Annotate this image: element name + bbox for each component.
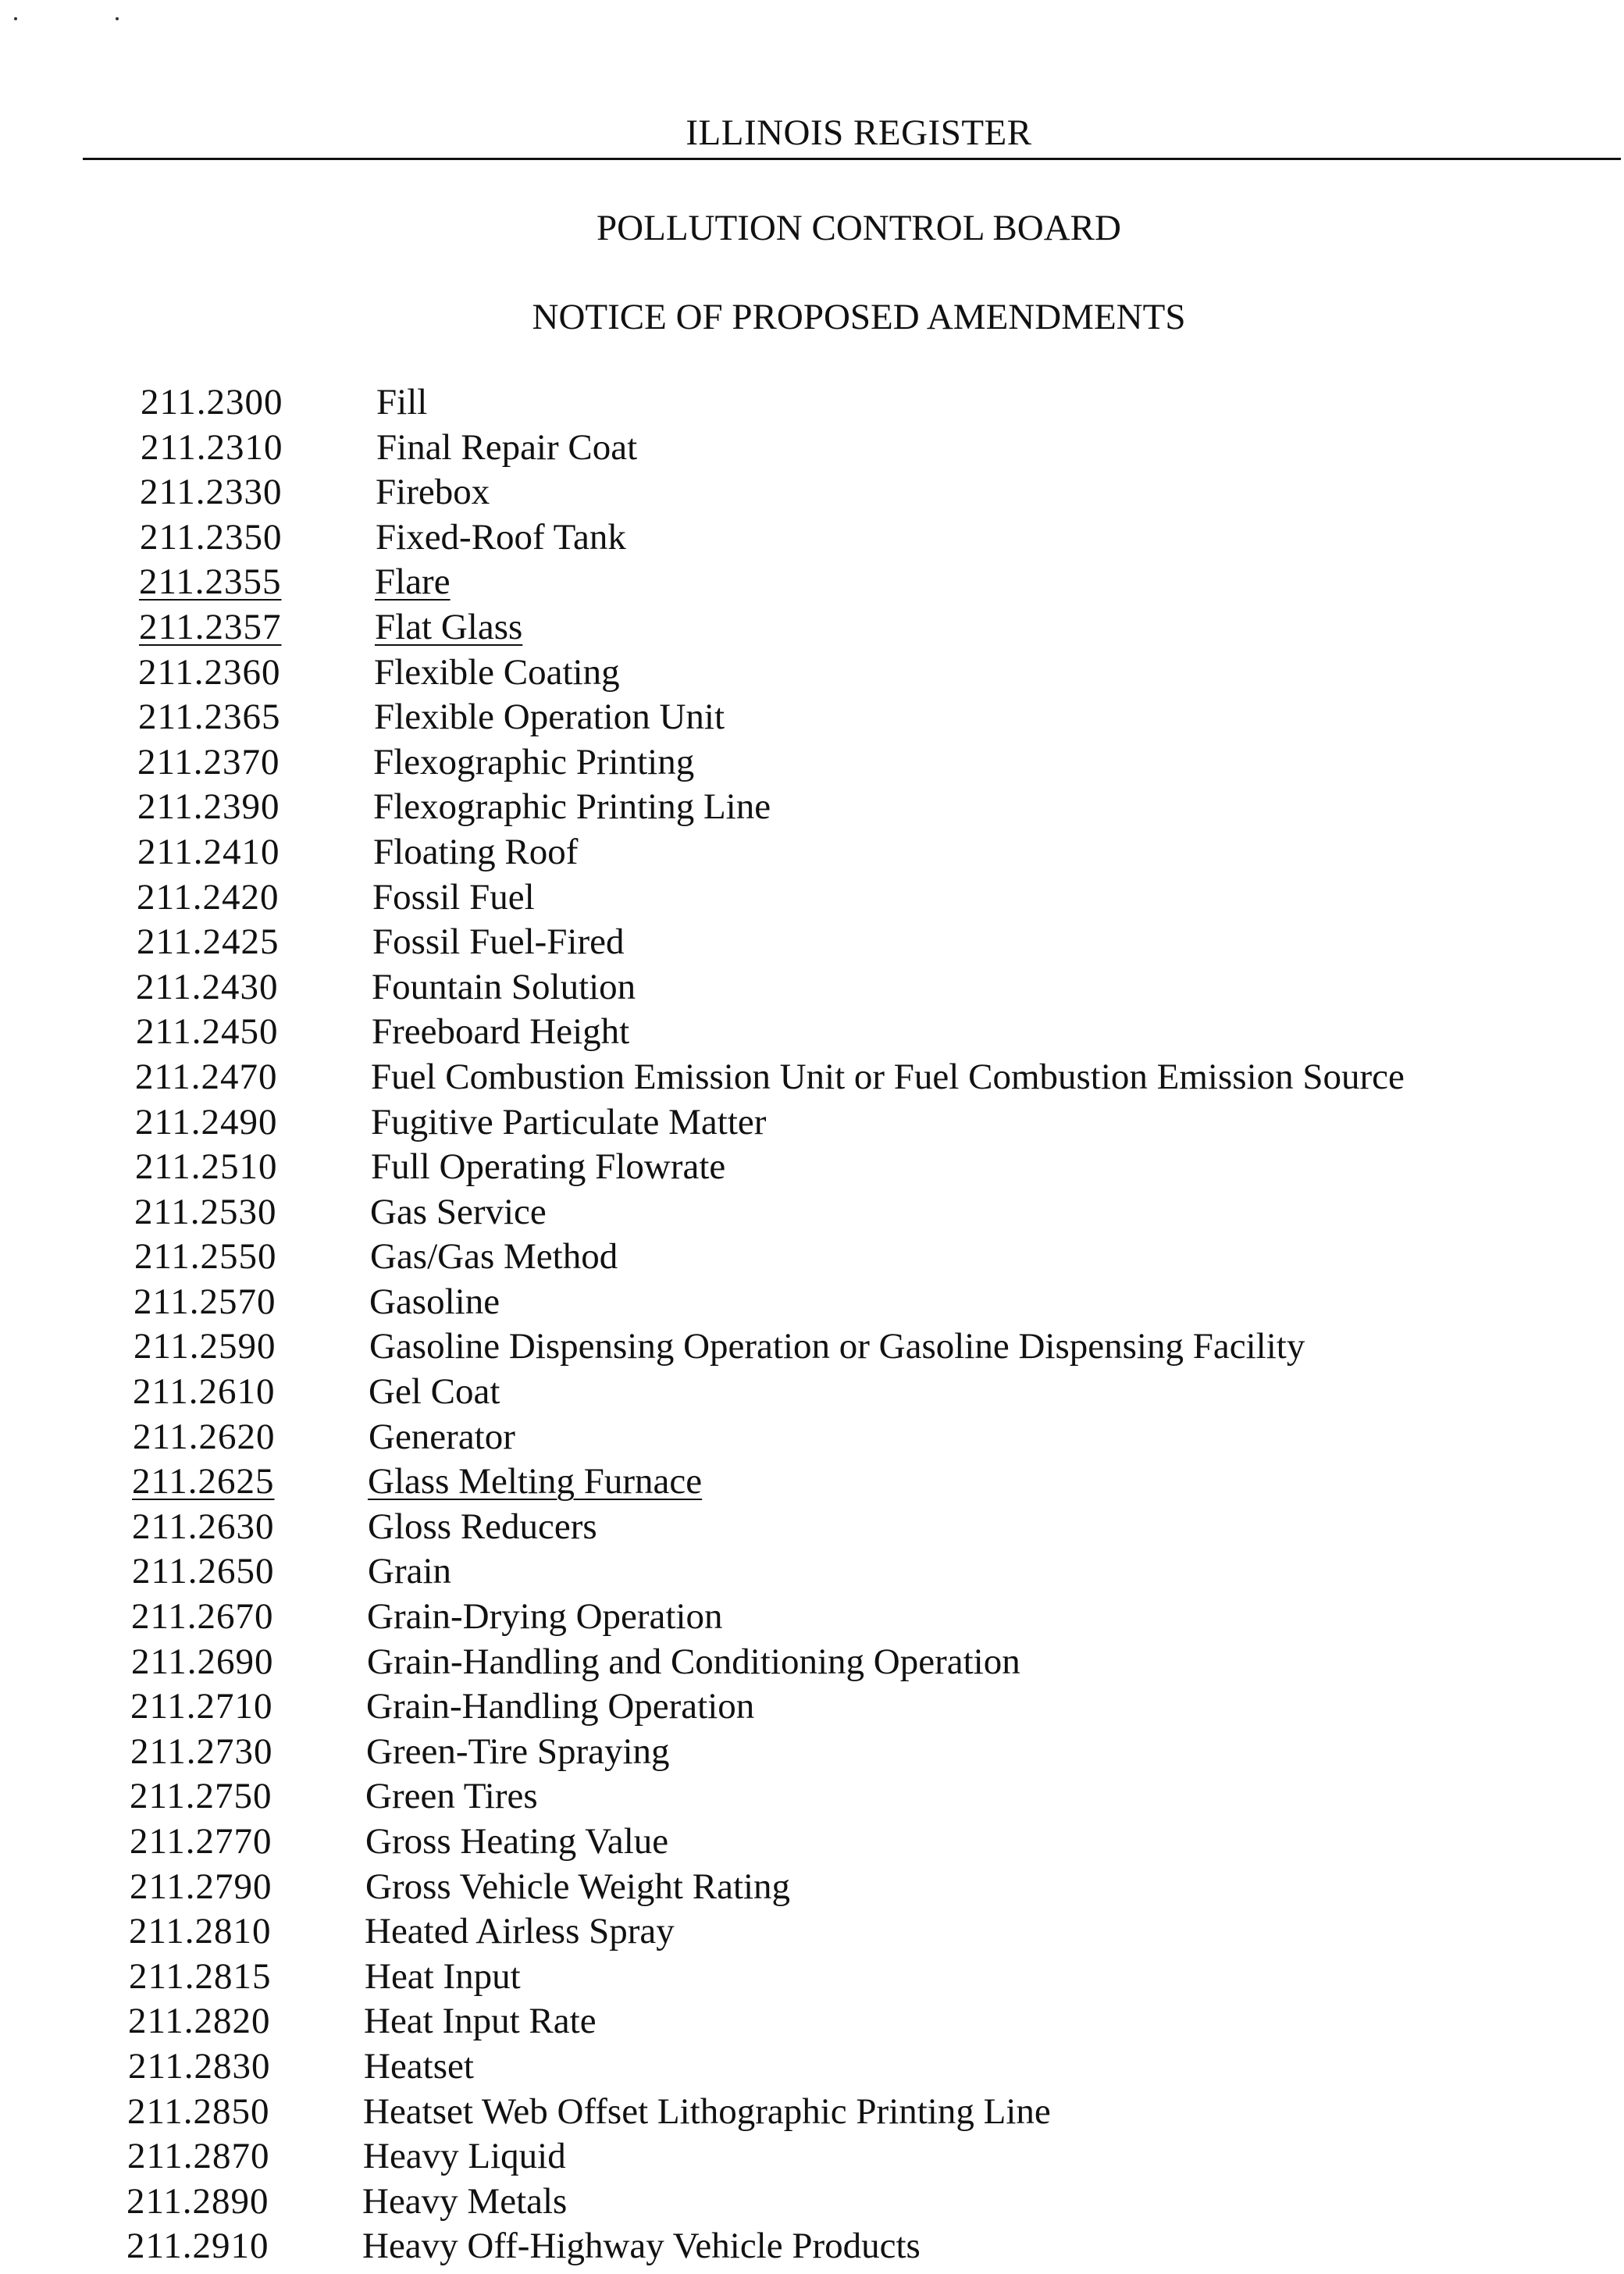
section-number: 211.2820	[128, 2001, 271, 2042]
section-row	[0, 1594, 1624, 1639]
section-title: Gasoline	[369, 1281, 500, 1322]
section-row	[0, 515, 1624, 560]
section-title: Grain	[368, 1551, 452, 1592]
section-row	[0, 1819, 1624, 1864]
section-title: Grain-Drying Operation	[367, 1596, 723, 1638]
section-row	[0, 650, 1624, 695]
section-row	[0, 2044, 1624, 2089]
section-row	[0, 1549, 1624, 1594]
section-number: 211.2357	[139, 606, 282, 647]
section-row	[0, 1369, 1624, 1414]
section-number: 211.2590	[134, 1326, 276, 1367]
section-title: Flat Glass	[375, 606, 523, 647]
section-row	[0, 1414, 1624, 1460]
section-title: Fuel Combustion Emission Unit or Fuel Combustion Emission Source	[371, 1056, 1405, 1097]
section-title: Freeboard Height	[372, 1011, 630, 1053]
section-title: Flexographic Printing	[373, 741, 695, 782]
section-row	[0, 1504, 1624, 1549]
section-row	[0, 964, 1624, 1010]
section-row	[0, 1144, 1624, 1189]
section-number: 211.2430	[136, 966, 279, 1007]
section-row	[0, 1684, 1624, 1729]
section-number: 211.2390	[137, 786, 280, 828]
section-number: 211.2890	[126, 2180, 269, 2222]
section-row	[0, 875, 1624, 920]
section-row	[0, 1009, 1624, 1054]
section-title: Heavy Off-Highway Vehicle Products	[362, 2226, 921, 2267]
section-title: Flexible Coating	[374, 651, 620, 693]
section-number: 211.2530	[134, 1191, 277, 1232]
section-number: 211.2330	[140, 472, 283, 513]
scan-mark	[14, 17, 17, 20]
section-title: Grain-Handling Operation	[366, 1686, 755, 1727]
section-row	[0, 1998, 1624, 2044]
section-title: Flare	[375, 561, 451, 603]
section-number: 211.2355	[139, 561, 282, 603]
section-title: Heatset	[364, 2045, 474, 2087]
section-number: 211.2650	[132, 1551, 275, 1592]
section-title: Heavy Metals	[362, 2180, 568, 2222]
section-title: Gloss Reducers	[368, 1506, 597, 1547]
section-number: 211.2690	[131, 1641, 274, 1682]
section-title: Fossil Fuel-Fired	[372, 921, 625, 963]
section-title: Generator	[369, 1416, 515, 1457]
section-number: 211.2550	[134, 1236, 277, 1278]
section-row	[0, 919, 1624, 964]
section-number: 211.2815	[129, 1955, 272, 1997]
section-number: 211.2360	[138, 651, 281, 693]
section-row	[0, 2223, 1624, 2269]
section-number: 211.2420	[137, 876, 280, 918]
scan-mark	[116, 17, 119, 20]
section-title: Fill	[376, 382, 428, 422]
section-number: 211.2850	[127, 2090, 270, 2132]
section-list	[0, 380, 1624, 2269]
section-title: Full Operating Flowrate	[371, 1146, 726, 1188]
section-number: 211.2620	[133, 1416, 276, 1457]
section-row	[0, 1909, 1624, 1954]
section-row	[0, 694, 1624, 740]
section-title: Heated Airless Spray	[365, 1911, 675, 1952]
section-number: 211.2365	[138, 697, 281, 738]
agency-heading: POLLUTION CONTROL BOARD	[597, 208, 1121, 248]
section-row	[0, 1189, 1624, 1235]
section-row	[0, 1639, 1624, 1684]
section-number: 211.2630	[132, 1506, 275, 1547]
section-number: 211.2300	[141, 382, 283, 422]
section-row	[0, 829, 1624, 875]
section-title: Green Tires	[365, 1776, 538, 1817]
section-number: 211.2350	[140, 516, 283, 558]
register-title: ILLINOIS REGISTER	[686, 112, 1032, 153]
section-row	[0, 1234, 1624, 1279]
section-title: Heatset Web Offset Lithographic Printing Line	[363, 2090, 1051, 2132]
section-number: 211.2830	[128, 2045, 271, 2087]
section-number: 211.2670	[131, 1596, 274, 1638]
section-title: Gas/Gas Method	[370, 1236, 618, 1278]
section-number: 211.2310	[141, 426, 283, 468]
section-row	[0, 1459, 1624, 1504]
section-row	[0, 469, 1624, 515]
section-title: Heavy Liquid	[363, 2136, 566, 2177]
section-row	[0, 604, 1624, 650]
section-row	[0, 1954, 1624, 1999]
section-title: Gasoline Dispensing Operation or Gasoline Dispensing Facility	[369, 1326, 1305, 1367]
section-row	[0, 740, 1624, 785]
section-title: Flexible Operation Unit	[374, 697, 725, 738]
section-title: Fixed-Roof Tank	[376, 516, 626, 558]
section-row	[0, 380, 1624, 425]
section-number: 211.2910	[126, 2226, 269, 2267]
section-title: Final Repair Coat	[376, 426, 638, 468]
section-title: Flexographic Printing Line	[373, 786, 771, 828]
section-title: Fugitive Particulate Matter	[371, 1101, 767, 1142]
section-title: Gas Service	[370, 1191, 547, 1232]
section-number: 211.2510	[135, 1146, 278, 1188]
section-number: 211.2370	[137, 741, 280, 782]
section-number: 211.2770	[130, 1821, 272, 1862]
section-row	[0, 1054, 1624, 1100]
section-title: Gel Coat	[369, 1371, 500, 1413]
section-row	[0, 1729, 1624, 1774]
section-title: Floating Roof	[373, 831, 579, 872]
section-number: 211.2750	[130, 1776, 272, 1817]
section-number: 211.2730	[130, 1730, 273, 1772]
section-row	[0, 1279, 1624, 1324]
section-row	[0, 784, 1624, 829]
section-title: Glass Melting Furnace	[368, 1461, 703, 1502]
section-row	[0, 2133, 1624, 2179]
section-row	[0, 2089, 1624, 2134]
section-number: 211.2625	[132, 1461, 275, 1502]
section-row	[0, 1864, 1624, 1909]
section-row	[0, 425, 1624, 470]
section-row	[0, 1773, 1624, 1819]
section-number: 211.2810	[129, 1911, 272, 1952]
section-number: 211.2470	[135, 1056, 278, 1097]
section-number: 211.2710	[130, 1686, 273, 1727]
notice-heading: NOTICE OF PROPOSED AMENDMENTS	[532, 297, 1186, 337]
section-number: 211.2425	[137, 921, 280, 963]
section-number: 211.2570	[134, 1281, 276, 1322]
section-title: Green-Tire Spraying	[366, 1730, 670, 1772]
section-number: 211.2790	[130, 1866, 272, 1907]
section-number: 211.2870	[127, 2136, 270, 2177]
section-row	[0, 559, 1624, 604]
section-number: 211.2450	[136, 1011, 279, 1053]
section-row	[0, 1324, 1624, 1369]
section-title: Grain-Handling and Conditioning Operation	[367, 1641, 1020, 1682]
section-title: Fountain Solution	[372, 966, 636, 1007]
section-title: Gross Vehicle Weight Rating	[365, 1866, 791, 1907]
section-title: Firebox	[376, 472, 490, 513]
section-row	[0, 1100, 1624, 1145]
section-number: 211.2410	[137, 831, 280, 872]
header-rule	[83, 158, 1621, 160]
section-row	[0, 2179, 1624, 2224]
section-title: Gross Heating Value	[365, 1821, 669, 1862]
section-title: Fossil Fuel	[372, 876, 535, 918]
section-number: 211.2610	[133, 1371, 276, 1413]
section-title: Heat Input	[365, 1955, 521, 1997]
section-number: 211.2490	[135, 1101, 278, 1142]
section-title: Heat Input Rate	[364, 2001, 597, 2042]
